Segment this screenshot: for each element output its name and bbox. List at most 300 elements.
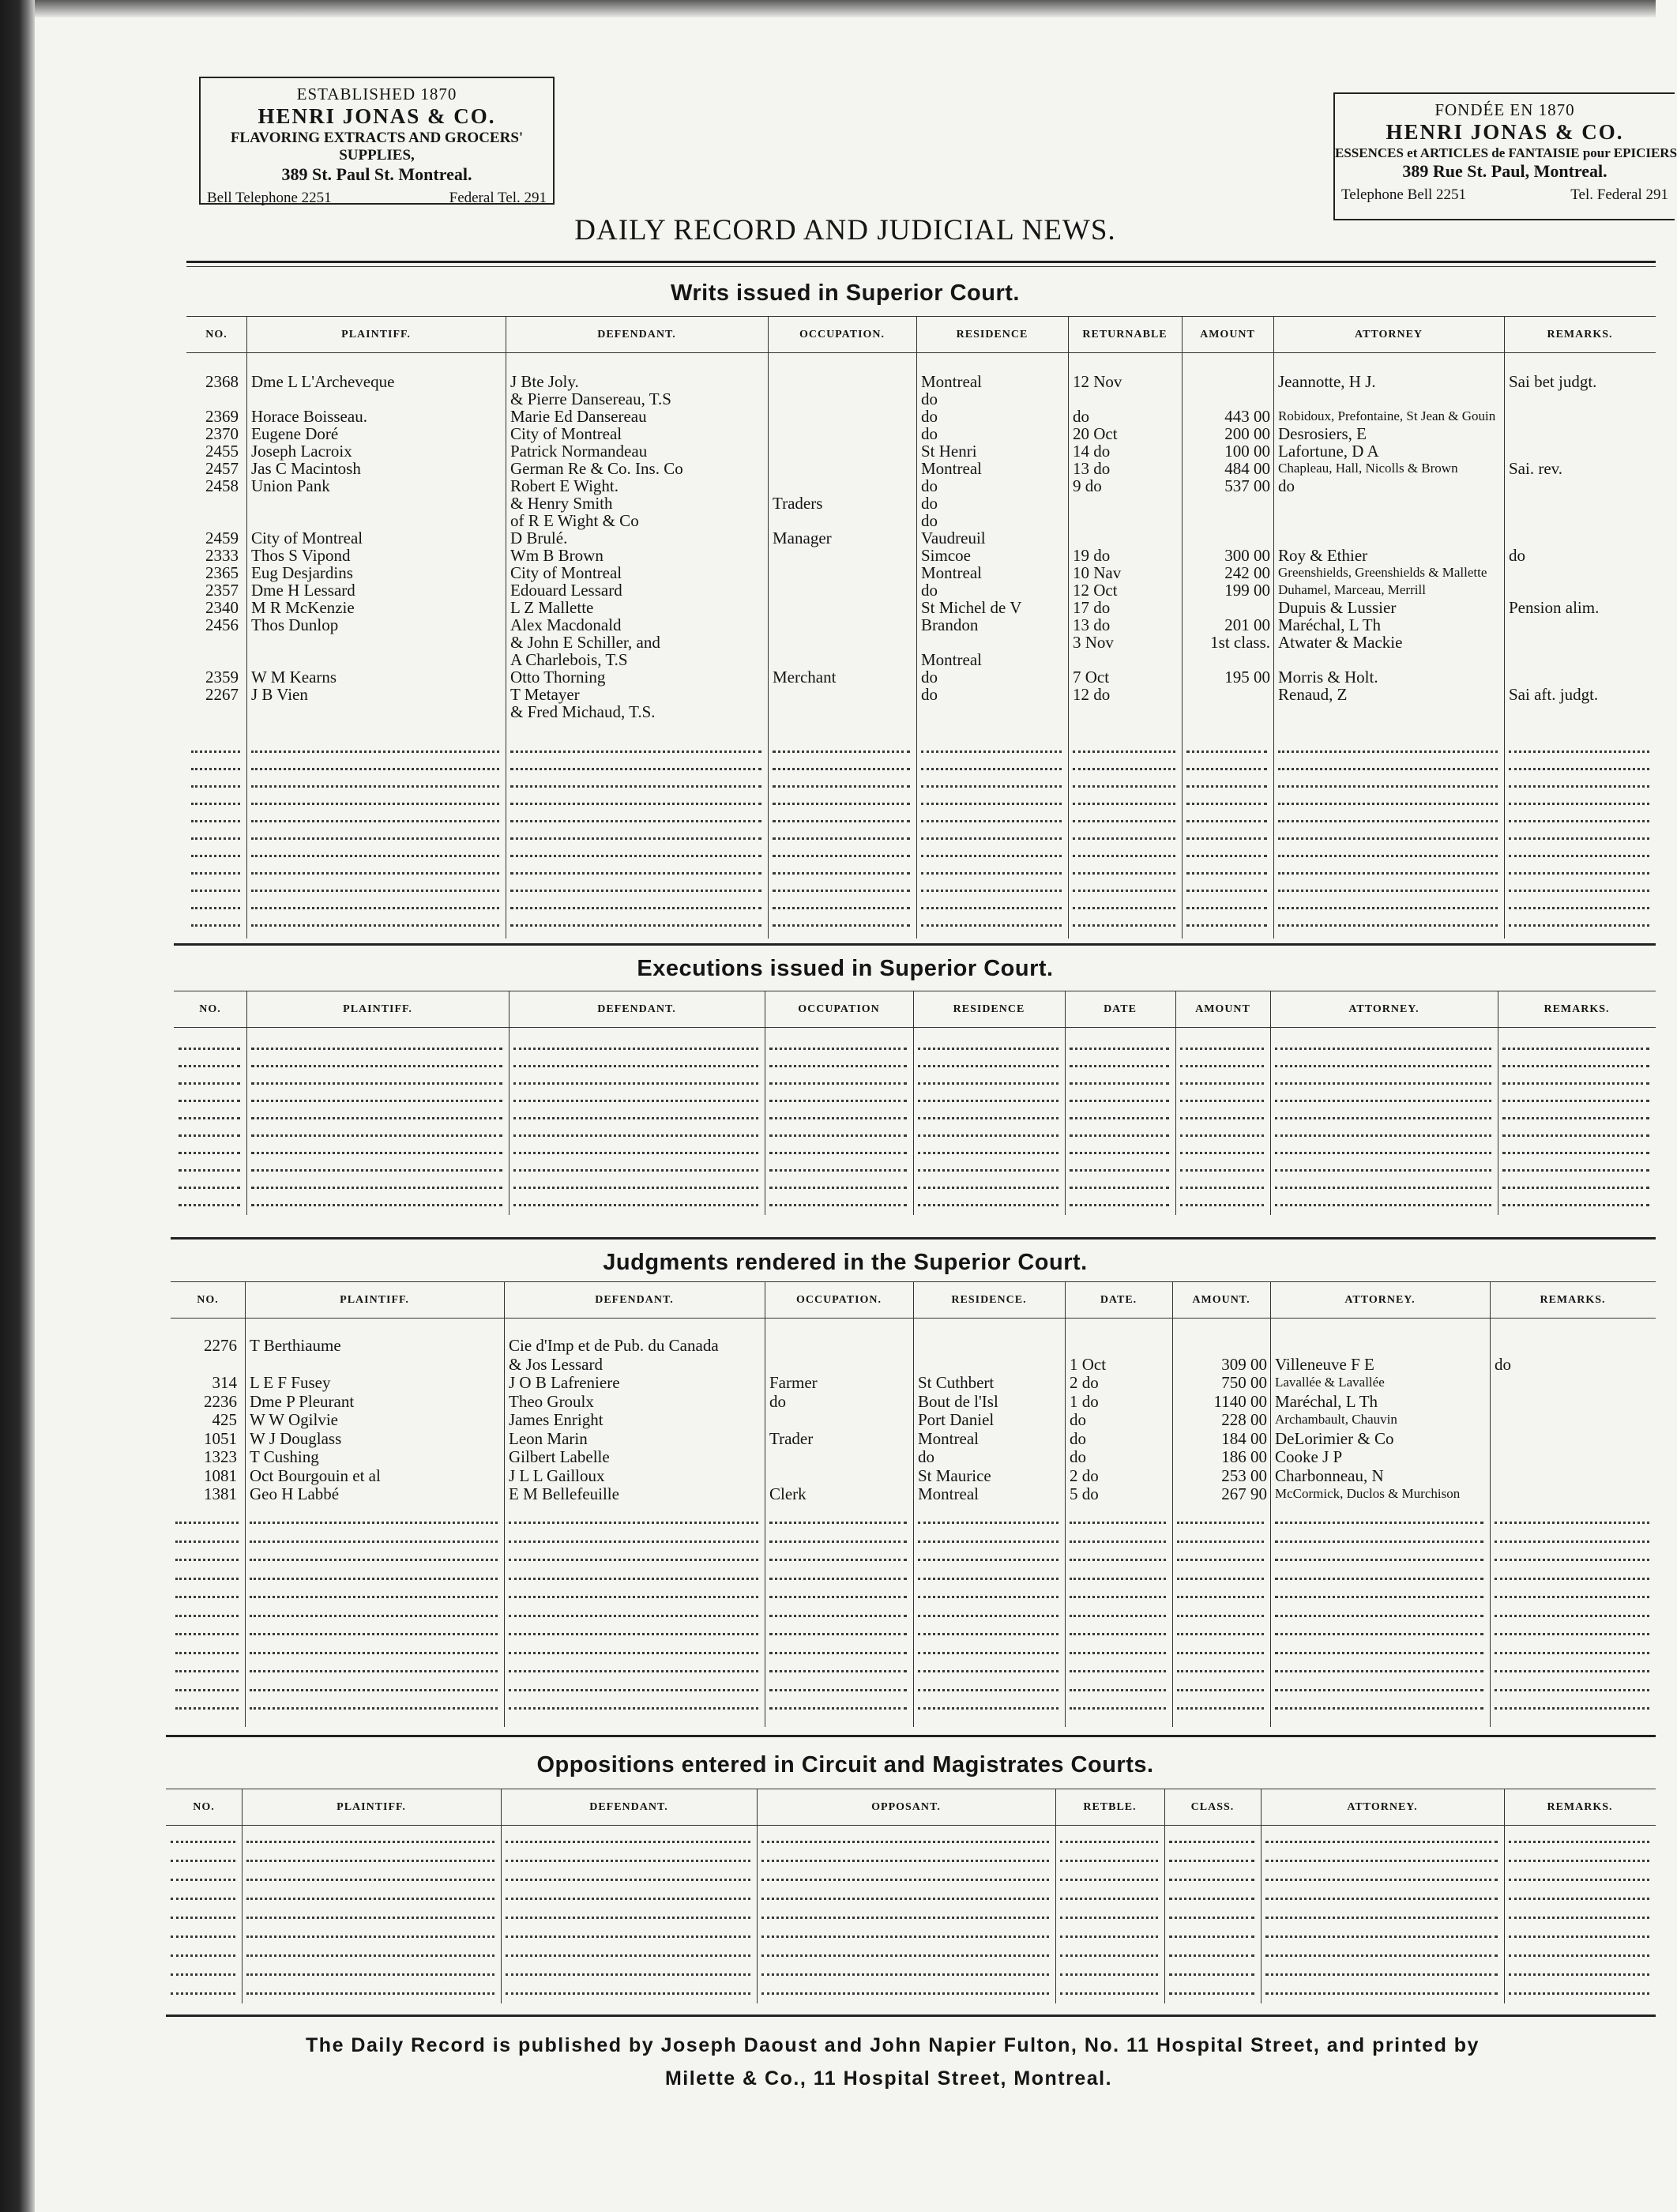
oppositions-dotted-leader xyxy=(246,1973,494,1976)
oppositions-header-2: DEFENDANT. xyxy=(589,1801,668,1813)
executions-column-divider xyxy=(913,991,914,1215)
judgments-cell-no: 1081 xyxy=(204,1465,237,1485)
writs-cell-amount: 242 00 xyxy=(1224,563,1270,582)
judgments-dotted-leader xyxy=(769,1540,907,1543)
executions-dotted-leader xyxy=(513,1048,758,1050)
judgments-dotted-leader xyxy=(918,1559,1058,1561)
writs-dotted-leader xyxy=(1073,820,1175,822)
executions-header-5: DATE xyxy=(1104,1003,1137,1015)
judgments-top-rule xyxy=(171,1237,1656,1240)
executions-dotted-leader xyxy=(1502,1100,1649,1102)
judgments-dotted-leader xyxy=(175,1540,239,1543)
judgments-dotted-leader xyxy=(769,1633,907,1635)
writs-cell-attorney: Desrosiers, E xyxy=(1278,424,1367,443)
writs-dotted-leader xyxy=(1073,803,1175,805)
writs-cell-residence: do xyxy=(921,424,938,443)
writs-column-divider xyxy=(1182,316,1183,939)
writs-dotted-leader xyxy=(510,803,761,805)
judgments-column-divider xyxy=(1172,1281,1173,1727)
writs-cell-defendant: D Brulé. xyxy=(510,529,568,547)
judgments-dotted-leader xyxy=(1495,1652,1649,1654)
executions-top-rule xyxy=(174,943,1656,946)
executions-dotted-leader xyxy=(1502,1204,1649,1206)
judgments-dotted-leader xyxy=(509,1559,758,1561)
writs-cell-no: 2369 xyxy=(205,407,239,426)
writs-dotted-leader xyxy=(1278,924,1498,927)
executions-dotted-leader xyxy=(1275,1169,1491,1172)
judgments-column-divider xyxy=(1490,1281,1491,1727)
judgments-dotted-leader xyxy=(1070,1633,1166,1635)
executions-column-divider xyxy=(1065,991,1066,1215)
oppositions-dotted-leader xyxy=(1509,1879,1649,1881)
oppositions-dotted-leader xyxy=(246,1954,494,1957)
writs-cell-returnable: 19 do xyxy=(1073,546,1111,565)
judgments-dotted-leader xyxy=(509,1670,758,1672)
oppositions-dotted-leader xyxy=(171,1936,235,1938)
judgments-dotted-leader xyxy=(1177,1707,1264,1710)
judgments-cell-occupation: do xyxy=(769,1391,786,1411)
judgments-dotted-leader xyxy=(1275,1540,1483,1543)
writs-cell-remarks: Pension alim. xyxy=(1509,598,1600,617)
judgments-dotted-leader xyxy=(1177,1652,1264,1654)
judgments-dotted-leader xyxy=(918,1596,1058,1598)
writs-cell-defendant: Marie Ed Dansereau xyxy=(510,407,647,426)
judgments-dotted-leader xyxy=(918,1670,1058,1672)
writs-dotted-leader xyxy=(1186,750,1267,753)
oppositions-dotted-leader xyxy=(506,1973,750,1976)
writs-dotted-leader xyxy=(1509,750,1649,753)
judgments-dotted-leader xyxy=(250,1689,498,1691)
judgments-dotted-leader xyxy=(1177,1522,1264,1524)
advert-right-phone-bell: Telephone Bell 2251 xyxy=(1341,186,1467,203)
judgments-cell-defendant: Cie d'Imp et de Pub. du Canada xyxy=(509,1336,719,1355)
judgments-header-bottom-rule xyxy=(171,1318,1656,1319)
executions-dotted-leader xyxy=(1180,1065,1264,1067)
judgments-cell-no: 314 xyxy=(212,1373,237,1392)
executions-dotted-leader xyxy=(1502,1117,1649,1119)
judgments-dotted-leader xyxy=(509,1689,758,1691)
writs-cell-remarks: Sai. rev. xyxy=(1509,459,1563,478)
writs-dotted-leader xyxy=(1278,803,1498,805)
advert-right-products: ESSENCES et ARTICLES de FANTAISIE pour EPICIERS xyxy=(1335,145,1677,160)
judgments-dotted-leader xyxy=(918,1689,1058,1691)
oppositions-dotted-leader xyxy=(506,1954,750,1957)
judgments-cell-plaintiff: Dme P Pleurant xyxy=(250,1391,355,1411)
oppositions-header-bottom-rule xyxy=(166,1825,1656,1826)
executions-dotted-leader xyxy=(179,1169,240,1172)
executions-dotted-leader xyxy=(769,1152,907,1154)
writs-dotted-leader xyxy=(773,855,910,857)
executions-dotted-leader xyxy=(1502,1169,1649,1172)
executions-dotted-leader xyxy=(1180,1100,1264,1102)
executions-dotted-leader xyxy=(1275,1082,1491,1085)
judgments-dotted-leader xyxy=(918,1652,1058,1654)
writs-cell-returnable: 17 do xyxy=(1073,598,1111,617)
writs-header-5: RETURNABLE xyxy=(1082,329,1168,340)
writs-cell-plaintiff: City of Montreal xyxy=(251,529,363,547)
oppositions-dotted-leader xyxy=(1509,1936,1649,1938)
executions-dotted-leader xyxy=(1070,1100,1169,1102)
judgments-dotted-leader xyxy=(250,1707,498,1710)
writs-dotted-leader xyxy=(510,907,761,909)
judgments-cell-residence: do xyxy=(918,1447,934,1466)
writs-dotted-leader xyxy=(1278,837,1498,840)
oppositions-dotted-leader xyxy=(171,1860,235,1862)
writs-dotted-leader xyxy=(1073,872,1175,875)
writs-dotted-leader xyxy=(251,890,499,892)
executions-dotted-leader xyxy=(251,1082,502,1085)
judgments-dotted-leader xyxy=(1495,1522,1649,1524)
writs-cell-defendant: & John E Schiller, and xyxy=(510,633,660,652)
judgments-dotted-leader xyxy=(1070,1596,1166,1598)
writs-cell-plaintiff: Dme L L'Archeveque xyxy=(251,372,395,391)
writs-cell-defendant: & Henry Smith xyxy=(510,494,613,513)
judgments-column-divider xyxy=(1270,1281,1271,1727)
judgments-cell-defendant: J O B Lafreniere xyxy=(509,1373,620,1392)
writs-dotted-leader xyxy=(921,872,1062,875)
judgments-cell-occupation: Clerk xyxy=(769,1484,807,1503)
writs-cell-defendant: J Bte Joly. xyxy=(510,372,579,391)
executions-dotted-leader xyxy=(918,1187,1058,1189)
judgments-cell-plaintiff: L E F Fusey xyxy=(250,1373,331,1392)
executions-section-title: Executions issued in Superior Court. xyxy=(637,956,1054,981)
writs-cell-plaintiff: M R McKenzie xyxy=(251,598,355,617)
judgments-header-1: PLAINTIFF. xyxy=(340,1294,409,1306)
judgments-dotted-leader xyxy=(175,1652,239,1654)
oppositions-dotted-leader xyxy=(246,1992,494,1995)
writs-dotted-leader xyxy=(921,890,1062,892)
executions-header-7: ATTORNEY. xyxy=(1348,1003,1419,1015)
judgments-cell-date: 1 Oct xyxy=(1070,1354,1107,1374)
oppositions-dotted-leader xyxy=(1265,1879,1498,1881)
judgments-dotted-leader xyxy=(1495,1615,1649,1617)
writs-dotted-leader xyxy=(1073,907,1175,909)
writs-cell-remarks: Sai aft. judgt. xyxy=(1509,685,1599,704)
executions-dotted-leader xyxy=(769,1100,907,1102)
writs-cell-no: 2459 xyxy=(205,529,239,547)
executions-dotted-leader xyxy=(251,1100,502,1102)
judgments-cell-plaintiff: W W Ogilvie xyxy=(250,1410,338,1429)
executions-header-1: PLAINTIFF. xyxy=(343,1003,412,1015)
writs-dotted-leader xyxy=(1509,837,1649,840)
executions-dotted-leader xyxy=(513,1152,758,1154)
executions-dotted-leader xyxy=(918,1065,1058,1067)
oppositions-dotted-leader xyxy=(761,1917,1049,1919)
judgments-dotted-leader xyxy=(1495,1633,1649,1635)
writs-cell-no: 2457 xyxy=(205,459,239,478)
executions-dotted-leader xyxy=(1275,1134,1491,1137)
newspaper-page xyxy=(35,0,1677,2212)
judgments-dotted-leader xyxy=(1495,1596,1649,1598)
writs-cell-residence: do xyxy=(921,476,938,495)
writs-cell-residence: Montreal xyxy=(921,563,982,582)
writs-cell-amount: 443 00 xyxy=(1224,407,1270,426)
writs-dotted-leader xyxy=(251,872,499,875)
judgments-cell-residence: Montreal xyxy=(918,1484,979,1503)
judgments-cell-amount: 750 00 xyxy=(1221,1373,1267,1392)
judgments-column-divider xyxy=(913,1281,914,1727)
executions-dotted-leader xyxy=(251,1048,502,1050)
judgments-dotted-leader xyxy=(250,1559,498,1561)
executions-dotted-leader xyxy=(513,1100,758,1102)
executions-dotted-leader xyxy=(179,1065,240,1067)
writs-header-8: REMARKS. xyxy=(1547,329,1613,340)
judgments-cell-amount: 228 00 xyxy=(1221,1410,1267,1429)
judgments-dotted-leader xyxy=(250,1540,498,1543)
writs-dotted-leader xyxy=(251,785,499,788)
writs-dotted-leader xyxy=(921,837,1062,840)
judgments-cell-defendant: & Jos Lessard xyxy=(509,1354,603,1374)
judgments-dotted-leader xyxy=(175,1689,239,1691)
writs-dotted-leader xyxy=(773,907,910,909)
judgments-dotted-leader xyxy=(509,1522,758,1524)
oppositions-dotted-leader xyxy=(1509,1898,1649,1900)
judgments-dotted-leader xyxy=(1275,1707,1483,1710)
writs-cell-returnable: 3 Nov xyxy=(1073,633,1114,652)
writs-dotted-leader xyxy=(1509,890,1649,892)
writs-header-4: RESIDENCE xyxy=(956,329,1028,340)
writs-dotted-leader xyxy=(773,890,910,892)
advert-right-line1: FONDÉE EN 1870 xyxy=(1434,100,1575,119)
writs-cell-occupation: Traders xyxy=(773,494,823,513)
oppositions-dotted-leader xyxy=(1060,1917,1158,1919)
writs-cell-defendant: & Fred Michaud, T.S. xyxy=(510,702,656,721)
executions-dotted-leader xyxy=(1275,1117,1491,1119)
writs-cell-occupation: Merchant xyxy=(773,668,837,687)
executions-dotted-leader xyxy=(1180,1187,1264,1189)
judgments-cell-amount: 1140 00 xyxy=(1213,1391,1267,1411)
advert-right xyxy=(1333,92,1675,220)
oppositions-dotted-leader xyxy=(246,1860,494,1862)
writs-cell-defendant: German Re & Co. Ins. Co xyxy=(510,459,683,478)
judgments-dotted-leader xyxy=(175,1633,239,1635)
judgments-dotted-leader xyxy=(175,1522,239,1524)
writs-cell-attorney: Lafortune, D A xyxy=(1278,442,1379,461)
writs-dotted-leader xyxy=(1186,855,1267,857)
executions-dotted-leader xyxy=(1502,1065,1649,1067)
judgments-dotted-leader xyxy=(1177,1578,1264,1580)
judgments-dotted-leader xyxy=(1070,1540,1166,1543)
judgments-dotted-leader xyxy=(1275,1689,1483,1691)
executions-header-0: NO. xyxy=(199,1003,221,1015)
masthead-rule xyxy=(186,261,1656,263)
writs-dotted-leader xyxy=(1186,785,1267,788)
writs-header-0: NO. xyxy=(205,329,227,340)
oppositions-dotted-leader xyxy=(1169,1841,1254,1843)
writs-dotted-leader xyxy=(1509,785,1649,788)
writs-cell-returnable: 7 Oct xyxy=(1073,668,1110,687)
judgments-cell-plaintiff: W J Douglass xyxy=(250,1428,342,1448)
judgments-cell-no: 1381 xyxy=(204,1484,237,1503)
writs-cell-returnable: 10 Nav xyxy=(1073,563,1122,582)
writs-dotted-leader xyxy=(1073,837,1175,840)
writs-column-divider xyxy=(246,316,247,939)
writs-cell-plaintiff: Thos Dunlop xyxy=(251,615,339,634)
executions-dotted-leader xyxy=(918,1152,1058,1154)
writs-dotted-leader xyxy=(773,924,910,927)
writs-cell-returnable: 13 do xyxy=(1073,615,1111,634)
judgments-column-divider xyxy=(504,1281,505,1727)
writs-cell-attorney: Dupuis & Lussier xyxy=(1278,598,1397,617)
advert-right-company: HENRI JONAS & CO. xyxy=(1386,119,1624,144)
writs-dotted-leader xyxy=(921,785,1062,788)
writs-cell-defendant: Otto Thorning xyxy=(510,668,606,687)
writs-dotted-leader xyxy=(773,820,910,822)
oppositions-dotted-leader xyxy=(171,1973,235,1976)
oppositions-dotted-leader xyxy=(506,1879,750,1881)
executions-dotted-leader xyxy=(179,1100,240,1102)
judgments-dotted-leader xyxy=(1070,1522,1166,1524)
oppositions-dotted-leader xyxy=(506,1898,750,1900)
oppositions-dotted-leader xyxy=(1060,1973,1158,1976)
judgments-cell-defendant: J L L Gailloux xyxy=(509,1465,605,1485)
oppositions-dotted-leader xyxy=(1509,1992,1649,1995)
executions-dotted-leader xyxy=(179,1117,240,1119)
writs-cell-no: 2456 xyxy=(205,615,239,634)
oppositions-dotted-leader xyxy=(1265,1860,1498,1862)
writs-dotted-leader xyxy=(773,750,910,753)
executions-header-bottom-rule xyxy=(174,1027,1656,1028)
judgments-dotted-leader xyxy=(509,1578,758,1580)
writs-cell-attorney: Atwater & Mackie xyxy=(1278,633,1403,652)
judgments-dotted-leader xyxy=(769,1707,907,1710)
executions-dotted-leader xyxy=(1275,1204,1491,1206)
judgments-dotted-leader xyxy=(1275,1633,1483,1635)
executions-dotted-leader xyxy=(918,1169,1058,1172)
judgments-cell-date: do xyxy=(1070,1410,1086,1429)
oppositions-dotted-leader xyxy=(761,1936,1049,1938)
judgments-column-divider xyxy=(245,1281,246,1727)
judgments-dotted-leader xyxy=(509,1615,758,1617)
executions-column-divider xyxy=(1175,991,1176,1215)
judgments-cell-defendant: Leon Marin xyxy=(509,1428,588,1448)
writs-dotted-leader xyxy=(1509,924,1649,927)
oppositions-dotted-leader xyxy=(1265,1898,1498,1900)
judgments-dotted-leader xyxy=(769,1652,907,1654)
writs-dotted-leader xyxy=(1186,803,1267,805)
oppositions-dotted-leader xyxy=(1509,1954,1649,1957)
judgments-dotted-leader xyxy=(1275,1578,1483,1580)
judgments-dotted-leader xyxy=(250,1670,498,1672)
writs-dotted-leader xyxy=(1186,872,1267,875)
writs-cell-defendant: L Z Mallette xyxy=(510,598,594,617)
writs-cell-no: 2455 xyxy=(205,442,239,461)
writs-header-bottom-rule xyxy=(186,352,1656,353)
executions-dotted-leader xyxy=(769,1065,907,1067)
writs-cell-no: 2370 xyxy=(205,424,239,443)
executions-dotted-leader xyxy=(251,1204,502,1206)
judgments-cell-attorney: Lavallée & Lavallée xyxy=(1275,1375,1385,1390)
writs-cell-defendant: A Charlebois, T.S xyxy=(510,650,628,669)
writs-cell-amount: 201 00 xyxy=(1224,615,1270,634)
advert-left-company: HENRI JONAS & CO. xyxy=(258,103,496,128)
judgments-dotted-leader xyxy=(1070,1615,1166,1617)
footer-line-1: The Daily Record is published by Joseph Daoust and John Napier Fulton, No. 11 Hospital Street, and printed by xyxy=(306,2034,1480,2056)
executions-dotted-leader xyxy=(769,1187,907,1189)
judgments-cell-residence: Montreal xyxy=(918,1428,979,1448)
judgments-cell-amount: 184 00 xyxy=(1221,1428,1267,1448)
writs-dotted-leader xyxy=(191,872,240,875)
writs-dotted-leader xyxy=(1186,907,1267,909)
executions-dotted-leader xyxy=(1070,1048,1169,1050)
writs-cell-attorney: Renaud, Z xyxy=(1278,685,1348,704)
writs-cell-attorney: Morris & Holt. xyxy=(1278,668,1378,687)
writs-dotted-leader xyxy=(773,837,910,840)
writs-dotted-leader xyxy=(191,890,240,892)
writs-dotted-leader xyxy=(1509,872,1649,875)
judgments-cell-residence: St Maurice xyxy=(918,1465,991,1485)
oppositions-dotted-leader xyxy=(1060,1841,1158,1843)
judgments-dotted-leader xyxy=(250,1578,498,1580)
oppositions-dotted-leader xyxy=(761,1879,1049,1881)
executions-dotted-leader xyxy=(1070,1117,1169,1119)
writs-cell-attorney: Robidoux, Prefontaine, St Jean & Gouin xyxy=(1278,408,1496,423)
writs-dotted-leader xyxy=(1186,924,1267,927)
writs-cell-plaintiff: Jas C Macintosh xyxy=(251,459,361,478)
writs-cell-returnable: 12 do xyxy=(1073,685,1111,704)
judgments-header-7: ATTORNEY. xyxy=(1344,1294,1416,1306)
judgments-header-3: OCCUPATION. xyxy=(795,1294,882,1306)
judgments-dotted-leader xyxy=(918,1615,1058,1617)
oppositions-dotted-leader xyxy=(171,1917,235,1919)
executions-dotted-leader xyxy=(918,1117,1058,1119)
executions-dotted-leader xyxy=(251,1117,502,1119)
writs-cell-defendant: & Pierre Dansereau, T.S xyxy=(510,389,671,408)
writs-dotted-leader xyxy=(251,907,499,909)
judgments-cell-no: 1051 xyxy=(204,1428,237,1448)
advert-left-products: FLAVORING EXTRACTS AND GROCERS' SUPPLIES, xyxy=(230,129,524,164)
writs-cell-no: 2333 xyxy=(205,546,239,565)
writs-dotted-leader xyxy=(921,855,1062,857)
writs-dotted-leader xyxy=(1278,785,1498,788)
oppositions-header-6: ATTORNEY. xyxy=(1347,1801,1418,1813)
oppositions-dotted-leader xyxy=(1060,1860,1158,1862)
executions-dotted-leader xyxy=(769,1134,907,1137)
judgments-cell-attorney: Villeneuve F E xyxy=(1275,1354,1374,1374)
writs-dotted-leader xyxy=(1509,907,1649,909)
writs-cell-attorney: Jeannotte, H J. xyxy=(1278,372,1376,391)
executions-header-4: RESIDENCE xyxy=(953,1003,1025,1015)
executions-dotted-leader xyxy=(1180,1082,1264,1085)
judgments-column-divider xyxy=(1065,1281,1066,1727)
writs-cell-remarks: Sai bet judgt. xyxy=(1509,372,1597,391)
executions-dotted-leader xyxy=(1275,1152,1491,1154)
footer-top-rule xyxy=(166,2014,1656,2017)
judgments-cell-amount: 186 00 xyxy=(1221,1447,1267,1466)
oppositions-dotted-leader xyxy=(171,1954,235,1957)
writs-column-divider xyxy=(1068,316,1069,939)
writs-cell-no: 2365 xyxy=(205,563,239,582)
writs-section-title: Writs issued in Superior Court. xyxy=(671,280,1020,306)
judgments-cell-date: 1 do xyxy=(1070,1391,1099,1411)
writs-dotted-leader xyxy=(191,855,240,857)
judgments-dotted-leader xyxy=(769,1689,907,1691)
judgments-dotted-leader xyxy=(1177,1540,1264,1543)
judgments-dotted-leader xyxy=(1275,1522,1483,1524)
oppositions-dotted-leader xyxy=(1060,1898,1158,1900)
writs-cell-defendant: City of Montreal xyxy=(510,563,622,582)
oppositions-dotted-leader xyxy=(1169,1898,1254,1900)
executions-dotted-leader xyxy=(1275,1187,1491,1189)
writs-dotted-leader xyxy=(921,907,1062,909)
writs-dotted-leader xyxy=(1278,907,1498,909)
oppositions-dotted-leader xyxy=(1265,1936,1498,1938)
judgments-dotted-leader xyxy=(250,1633,498,1635)
writs-header-6: AMOUNT xyxy=(1200,329,1255,340)
judgments-dotted-leader xyxy=(1275,1652,1483,1654)
writs-cell-returnable: 20 Oct xyxy=(1073,424,1118,443)
writs-column-divider xyxy=(1273,316,1274,939)
